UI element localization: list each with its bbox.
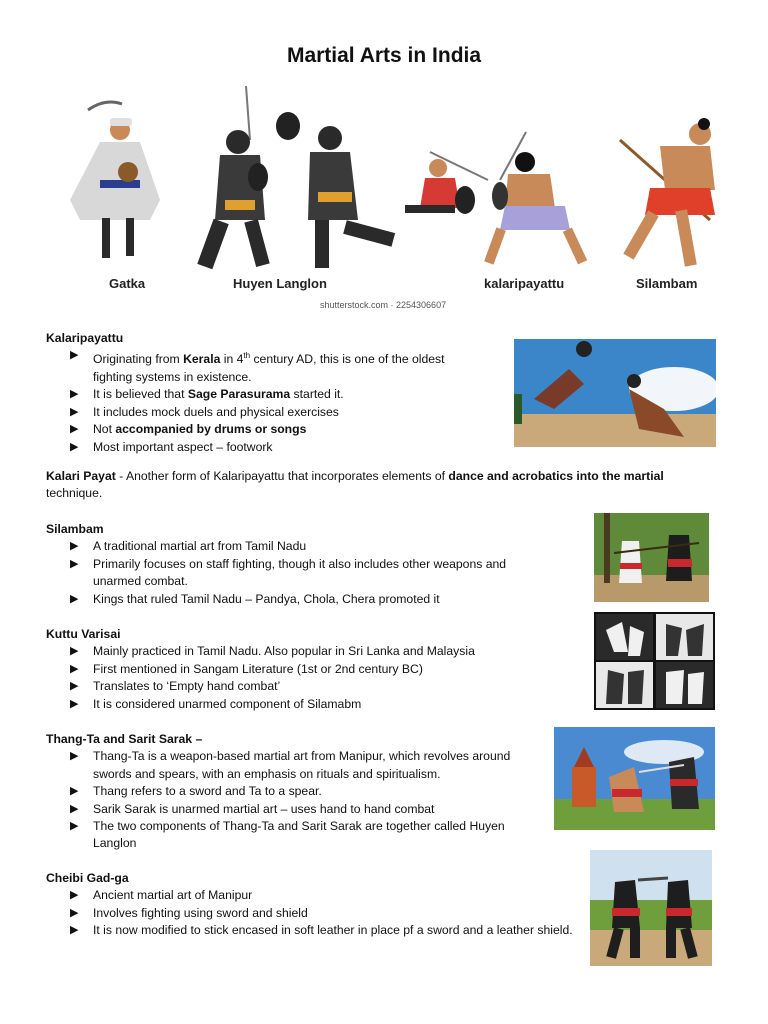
list-item: ▶ Thang refers to a sword and Ta to a spear. (46, 783, 546, 800)
cheibi-gad-ga-photo (590, 850, 712, 966)
list-item: ▶ Involves fighting using sword and shield (46, 905, 576, 922)
kalaripayattu-photo (514, 339, 716, 447)
silambam-figure (620, 118, 715, 267)
section-kalaripayattu (46, 330, 486, 456)
list-item: ▶ Thang-Ta is a weapon-based martial art from Manipur, which revolves around swords and spears, with an emphasis on rituals and spiritualism. (46, 748, 546, 783)
list-item: ▶ Translates to ‘Empty hand combat’ (46, 678, 566, 695)
list-item: ▶ Originating from Kerala in 4th century AD, this is one of the oldest fighting systems in existence. (46, 347, 486, 386)
banner-label-gatka: Gatka (109, 276, 146, 291)
banner-label-silambam: Silambam (636, 276, 698, 291)
list-item: ▶ Mainly practiced in Tamil Nadu. Also popular in Sri Lanka and Malaysia (46, 643, 566, 660)
list-item: ▶ It is now modified to stick encased in soft leather in place pf a sword and a leather shield. (46, 922, 576, 939)
list-item: ▶ It is believed that Sage Parasurama started it. (46, 386, 486, 403)
bullet-list (46, 748, 546, 852)
thang-ta-photo (554, 727, 715, 830)
kalari-payat-paragraph: Kalari Payat - Another form of Kalaripayattu that incorporates elements of dance and acrobatics into the martial technique. (46, 469, 664, 501)
kalaripayattu-figures (405, 132, 587, 265)
section-cheibi-gad-ga (46, 870, 576, 940)
list-item: ▶ First mentioned in Sangam Literature (1st or 2nd century BC) (46, 661, 566, 678)
list-item: ▶ Sarik Sarak is unarmed martial art – uses hand to hand combat (46, 801, 546, 818)
list-item: ▶ Kings that ruled Tamil Nadu – Pandya, Chola, Chera promoted it (46, 591, 546, 608)
list-item: ▶ Not accompanied by drums or songs (46, 421, 486, 438)
kuttu-varisai-photo (594, 612, 715, 710)
list-item: ▶ It includes mock duels and physical exercises (46, 404, 486, 421)
list-item: ▶ It is considered unarmed component of Silamabm (46, 696, 566, 713)
section-title: Kalaripayattu (46, 331, 124, 345)
list-item: ▶ Ancient martial art of Manipur (46, 887, 576, 904)
martial-arts-illustration (60, 80, 720, 320)
section-title: Cheibi Gad-ga (46, 871, 129, 885)
list-item: ▶ A traditional martial art from Tamil Nadu (46, 538, 546, 555)
banner-label-huyen-langlon: Huyen Langlon (233, 276, 327, 291)
section-thang-ta (46, 731, 546, 853)
section-title: Silambam (46, 522, 104, 536)
section-title: Kuttu Varisai (46, 627, 121, 641)
bullet-list (46, 643, 566, 713)
section-silambam (46, 521, 546, 608)
section-title: Thang-Ta and Sarit Sarak – (46, 732, 203, 746)
silambam-photo (594, 513, 709, 602)
list-item: ▶ Most important aspect – footwork (46, 439, 486, 456)
image-credit: shutterstock.com · 2254306607 (320, 300, 447, 310)
banner-label-kalaripayattu: kalaripayattu (484, 276, 565, 291)
section-kuttu-varisai (46, 626, 566, 713)
list-item: ▶ Primarily focuses on staff fighting, though it also includes other weapons and unarmed combat. (46, 556, 546, 591)
bullet-list (46, 347, 486, 456)
list-item: ▶ The two components of Thang-Ta and Sarit Sarak are together called Huyen Langlon (46, 818, 546, 853)
gatka-figure (70, 102, 160, 258)
page-title: Martial Arts in India (286, 44, 482, 67)
bullet-list (46, 887, 576, 939)
bullet-list (46, 538, 546, 608)
huyen-langlon-figures (197, 86, 395, 269)
